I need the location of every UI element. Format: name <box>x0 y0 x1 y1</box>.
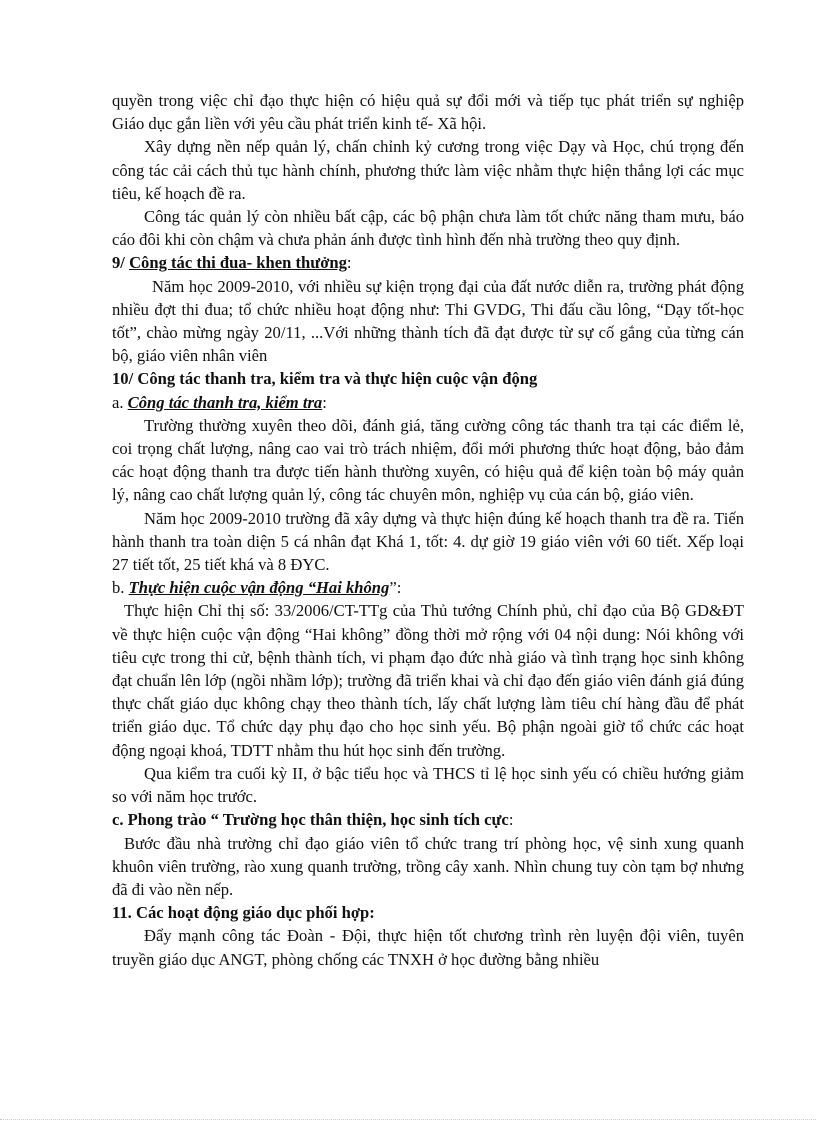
subsection-a-label: a. <box>112 392 128 412</box>
page-bottom-divider <box>0 1119 816 1120</box>
paragraph-inspection: Trường thường xuyên theo dõi, đánh giá, tăng cường công tác thanh tra tại các điểm lẻ, coi trọng chất lượng, nâng cao vai trò trách nhiệm, đổi mới phương thức hoạt động, bảo đảm các hoạt động thanh tra được tiến hành thường xuyên, có hiệu quả để kiện toàn bộ máy quản lý, nâng cao chất lượng quản lý, công tác chuyên môn, nghiệp vụ của cán bộ, giáo viên. <box>112 415 744 505</box>
section-9-number: 9/ <box>112 253 130 273</box>
paragraph-inspection-results: Năm học 2009-2010 trường đã xây dựng và thực hiện đúng kế hoạch thanh tra đề ra. Tiến hành thanh tra toàn diện 5 cá nhân đạt Khá 1, tốt: 4. dự giờ 19 giáo viên với 60 tiết. Xếp loại 27 tiết tốt, 25 tiết khá và 8 ĐYC. <box>112 508 744 575</box>
subsection-b-heading <box>112 576 744 599</box>
subsection-a-heading <box>112 391 744 414</box>
subsection-b-title: Thực hiện cuộc vận động “Hai không <box>128 578 390 598</box>
section-9-heading <box>112 251 744 274</box>
section-11-heading: 11. Các hoạt động giáo dục phối hợp: <box>112 903 375 923</box>
paragraph-management-discipline: Xây dựng nền nếp quản lý, chấn chỉnh kỷ cương trong việc Dạy và Học, chú trọng đến công tác cải cách thủ tục hành chính, phương thức làm việc nhằm thực hiện thắng lợi các mục tiêu, kế hoạch đề ra. <box>112 137 744 203</box>
subsection-b-tail: ”: <box>389 578 402 598</box>
section-9-colon: : <box>346 253 352 273</box>
subsection-c-colon: : <box>508 810 514 830</box>
paragraph-friendly-school: Bước đầu nhà trường chỉ đạo giáo viên tổ chức trang trí phòng học, vệ sinh xung quanh khuôn viên trường, rào xung quanh trường, trồng cây xanh. Nhìn chung tuy còn tạm bợ nhưng đã đi vào nền nếp. <box>112 833 744 899</box>
paragraph-weak-students: Qua kiểm tra cuối kỳ II, ở bậc tiểu học và THCS tỉ lệ học sinh yếu có chiều hướng giảm so với năm học trước. <box>112 763 744 807</box>
subsection-a-colon: : <box>322 392 327 412</box>
paragraph-two-nos-campaign: Thực hiện Chỉ thị số: 33/2006/CT-TTg của Thủ tướng Chính phủ, chỉ đạo của Bộ GD&ĐT về thực hiện cuộc vận động “Hai không” đồng thời mở rộng với 04 nội dung: Nói không với tiêu cực trong thi cử, bệnh thành tích, vi phạm đạo đức nhà giáo và tình trạng học sinh không đạt chuẩn lên lớp (ngồi nhầm lớp); trường đã triển khai và chỉ đạo đến giáo viên đánh giá đúng thực chất giáo dục không chạy theo thành tích, lấy chất lượng làm tiêu chí hàng đầu để phát triển giáo dục. Tổ chức dạy phụ đạo cho học sinh yếu. Bộ phận ngoài giờ tổ chức các hoạt động ngoại khoá, TDTT nhằm thu hút học sinh đến trường. <box>112 601 744 760</box>
section-9-title: Công tác thi đua- khen thưởng <box>129 253 347 273</box>
subsection-c-title: c. Phong trào “ Trường học thân thiện, học sinh tích cực <box>112 810 509 830</box>
subsection-c-heading <box>112 808 744 831</box>
paragraph-emulation: Năm học 2009-2010, với nhiều sự kiện trọng đại của đất nước diễn ra, trường phát động nhiều đợt thi đua; tổ chức nhiều hoạt động như: Thi GVDG, Thi đấu cầu lông, “Dạy tốt-học tốt”, chào mừng ngày 20/11, ...Với những thành tích đã đạt được từ sự cố gắng của từng cán bộ, giáo viên nhân viên <box>112 276 744 366</box>
section-10-heading: 10/ Công tác thanh tra, kiểm tra và thực hiện cuộc vận động <box>112 369 538 389</box>
subsection-b-label: b. <box>112 578 129 598</box>
paragraph-coordinated-activities: Đẩy mạnh công tác Đoàn - Đội, thực hiện tốt chương trình rèn luyện đội viên, tuyên truyền giáo dục ANGT, phòng chống các TNXH ở học đường bằng nhiều <box>112 926 744 969</box>
paragraph-intro-continuation: quyền trong việc chỉ đạo thực hiện có hiệu quả sự đổi mới và tiếp tục phát triển sự nghiệp Giáo dục gắn liền với yêu cầu phát triển kinh tế- Xã hội. <box>112 91 744 134</box>
subsection-a-title: Công tác thanh tra, kiểm tra <box>127 392 323 412</box>
paragraph-management-shortcomings: Công tác quản lý còn nhiều bất cập, các bộ phận chưa làm tốt chức năng tham mưu, báo cáo đôi khi còn chậm và chưa phản ánh được tình hình đến nhà trường theo quy định. <box>112 207 744 250</box>
document-page <box>112 89 744 971</box>
